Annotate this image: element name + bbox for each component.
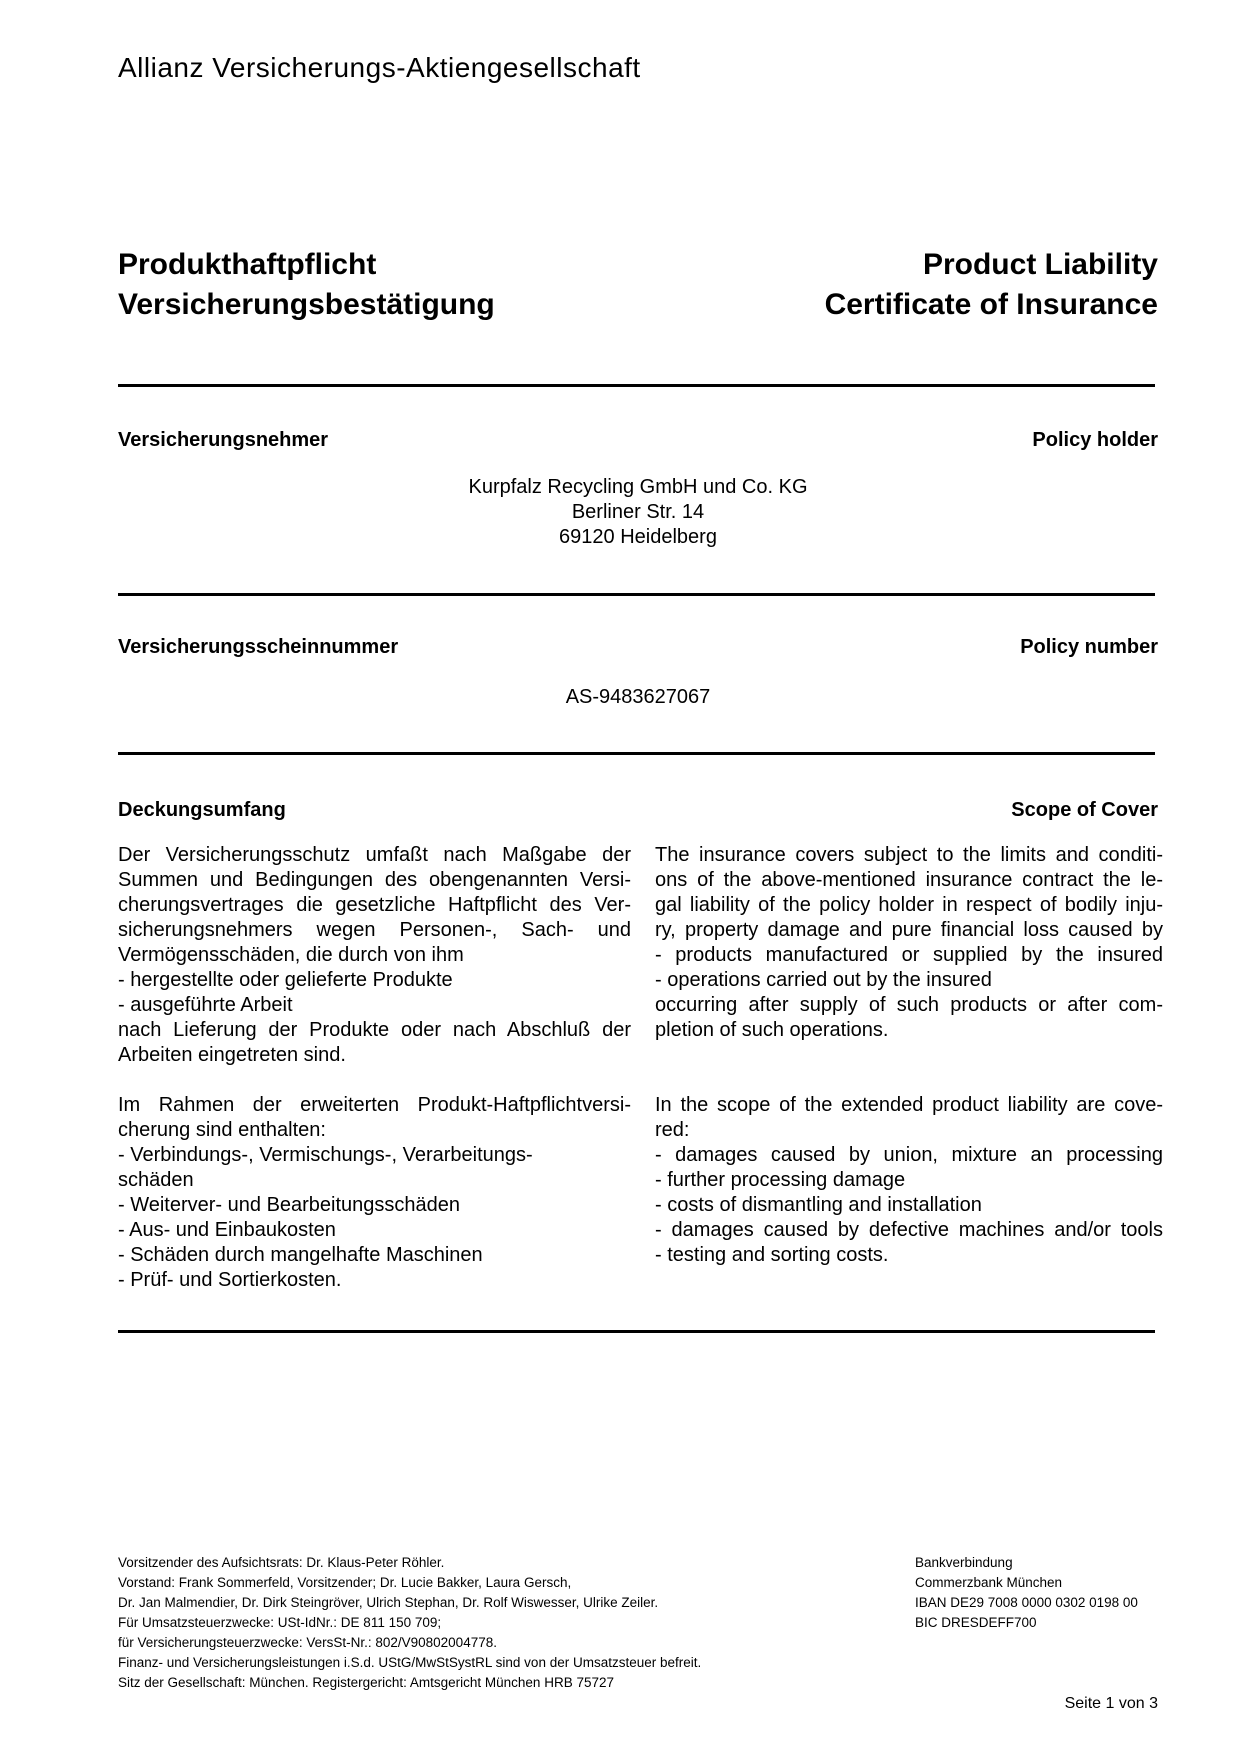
text-line: Dr. Jan Malmendier, Dr. Dirk Steingröver, Ulrich Stephan, Dr. Rolf Wiswesser, Ulrike Zeiler. (118, 1595, 659, 1610)
text-line: Kurpfalz Recycling GmbH und Co. KG (468, 476, 808, 498)
text-line: occurring after supply of such products or after com- (655, 994, 1163, 1016)
scope-label-de: Deckungsumfang (118, 799, 286, 821)
text-line: sicherungsnehmers wegen Personen-, Sach- und (118, 919, 631, 941)
text-line: cherungsvertrages die gesetzliche Haftpflicht des Ver- (118, 894, 631, 916)
scope-label-en: Scope of Cover (1011, 799, 1158, 821)
title-de-line-2: Versicherungsbestätigung (118, 288, 495, 321)
text-line: Berliner Str. 14 (571, 501, 705, 523)
scope-labels (118, 798, 1158, 822)
text-line: nach Lieferung der Produkte oder nach Abschluß der (118, 1019, 631, 1041)
text-line (655, 1068, 1163, 1093)
text-line: IBAN DE29 7008 0000 0302 0198 00 (915, 1595, 1138, 1610)
title-en-line-2: Certificate of Insurance (824, 288, 1158, 321)
text-line: 69120 Heidelberg (559, 526, 717, 548)
text-line: gal liability of the policy holder in respect of bodily inju- (655, 894, 1163, 916)
text-line: Arbeiten eingetreten sind. (118, 1044, 346, 1066)
text-line: ry, property damage and pure financial loss caused by (655, 919, 1163, 941)
text-line: Bankverbindung (915, 1555, 1013, 1570)
text-line: BIC DRESDEFF700 (915, 1615, 1037, 1630)
policy-number-value: AS-9483627067 (565, 686, 711, 708)
text-line: cherung sind enthalten: (118, 1119, 326, 1141)
footer-bank-details (915, 1553, 1165, 1633)
policy-number-label-de: Versicherungsscheinnummer (118, 636, 399, 658)
text-line (118, 1068, 631, 1093)
text-line: - Prüf- und Sortierkosten. (118, 1269, 342, 1291)
divider-policy-number (118, 752, 1155, 755)
text-line: Summen und Bedingungen des obengenannten Versi- (118, 869, 631, 891)
footer-legal-text (118, 1553, 818, 1693)
text-line: - products manufactured or supplied by the insured (655, 944, 1163, 966)
text-line: Der Versicherungsschutz umfaßt nach Maßgabe der (118, 844, 631, 866)
text-line: The insurance covers subject to the limits and conditi- (655, 844, 1163, 866)
policy-holder-label-de: Versicherungsnehmer (118, 429, 329, 451)
document-title (118, 245, 1158, 325)
text-line: für Versicherungsteuerzwecke: VersSt-Nr.: 802/V90802004778. (118, 1635, 497, 1650)
text-line: - costs of dismantling and installation (655, 1194, 982, 1216)
text-line: - Aus- und Einbaukosten (118, 1219, 336, 1241)
divider-bottom (118, 1330, 1155, 1333)
text-line: - hergestellte oder gelieferte Produkte (118, 969, 453, 991)
divider-policy-holder (118, 593, 1155, 596)
text-line: Vorsitzender des Aufsichtsrats: Dr. Klaus-Peter Röhler. (118, 1555, 445, 1570)
text-line: - operations carried out by the insured (655, 969, 992, 991)
text-line: Vermögensschäden, die durch von ihm (118, 944, 464, 966)
text-line: Finanz- und Versicherungsleistungen i.S.d. UStG/MwStSystRL sind von der Umsatzsteuer befreit. (118, 1655, 702, 1670)
text-line: - ausgeführte Arbeit (118, 994, 293, 1016)
title-en-line-1: Product Liability (922, 248, 1158, 281)
text-line: In the scope of the extended product liability are cove- (655, 1094, 1163, 1116)
title-de-line-1: Produkthaftpflicht (118, 248, 377, 281)
divider-top (118, 384, 1155, 387)
policy-holder-labels (118, 428, 1158, 452)
document-title-english (825, 245, 1158, 325)
text-line: pletion of such operations. (655, 1019, 889, 1041)
company-name: Allianz Versicherungs-Aktiengesellschaft (118, 52, 641, 83)
scope-body-german (118, 843, 631, 1293)
text-line: Vorstand: Frank Sommerfeld, Vorsitzender; Dr. Lucie Bakker, Laura Gersch, (118, 1575, 572, 1590)
text-line: schäden (118, 1169, 194, 1191)
policy-number-labels (118, 635, 1158, 659)
text-line: - further processing damage (655, 1169, 906, 1191)
scope-body-english (655, 843, 1163, 1268)
document-title-german (118, 245, 495, 325)
text-line: Sitz der Gesellschaft: München. Registergericht: Amtsgericht München HRB 75727 (118, 1675, 614, 1690)
text-line: - damages caused by union, mixture an processing (655, 1144, 1163, 1166)
text-line: ons of the above-mentioned insurance contract the le- (655, 869, 1163, 891)
text-line: - damages caused by defective machines and/or tools (655, 1219, 1163, 1241)
policy-holder-address (118, 475, 1158, 550)
text-line: - Weiterver- und Bearbeitungsschäden (118, 1194, 461, 1216)
text-line: red: (655, 1119, 690, 1141)
text-line: Für Umsatzsteuerzwecke: USt-IdNr.: DE 811 150 709; (118, 1615, 442, 1630)
policy-holder-label-en: Policy holder (1032, 429, 1158, 451)
text-line: - testing and sorting costs. (655, 1244, 889, 1266)
policy-number-label-en: Policy number (1020, 636, 1158, 658)
page-number: Seite 1 von 3 (1064, 1695, 1158, 1712)
text-line: Commerzbank München (915, 1575, 1063, 1590)
text-line (655, 1043, 1163, 1068)
text-line: - Verbindungs-, Vermischungs-, Verarbeitungs- (118, 1144, 533, 1166)
text-line: Im Rahmen der erweiterten Produkt-Haftpflichtversi- (118, 1094, 631, 1116)
text-line: - Schäden durch mangelhafte Maschinen (118, 1244, 483, 1266)
